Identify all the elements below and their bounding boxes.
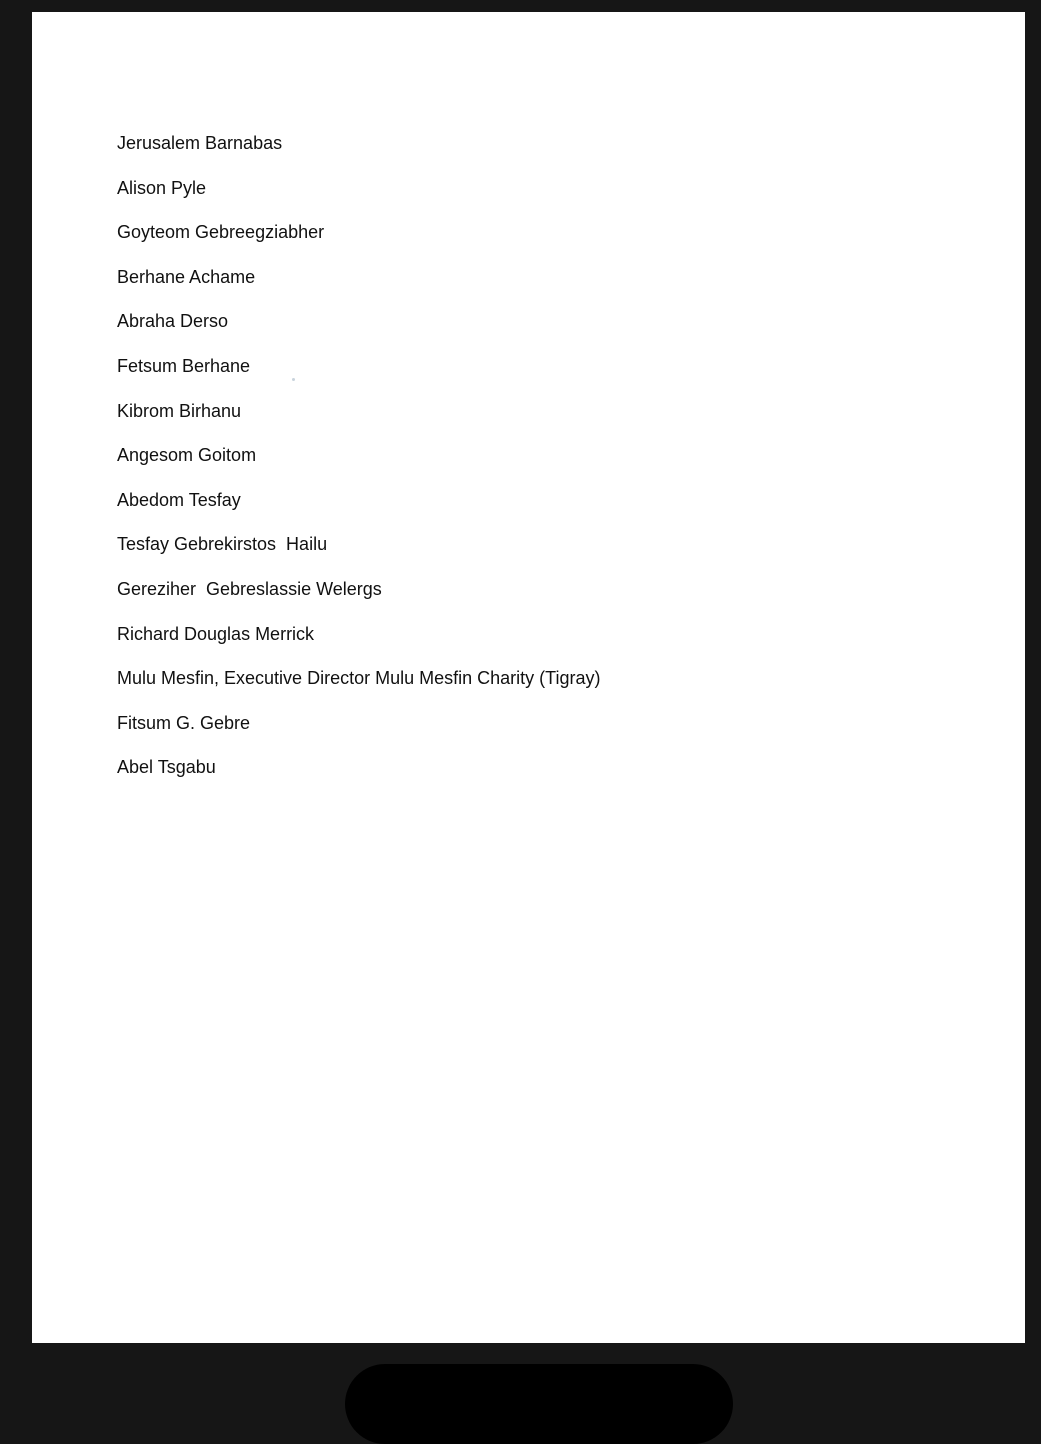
name-line: Gereziher Gebreslassie Welergs [117, 578, 382, 599]
name-line: Alison Pyle [117, 177, 207, 198]
name-line: Berhane Achame [117, 266, 256, 287]
name-line: Fitsum G. Gebre [117, 712, 251, 733]
document-page [32, 12, 1025, 1343]
scan-artifact [292, 378, 295, 381]
name-line: Mulu Mesfin, Executive Director Mulu Mesfin Charity (Tigray) [117, 668, 601, 689]
name-line: Abedom Tesfay [117, 489, 241, 510]
name-line: Richard Douglas Merrick [117, 623, 315, 644]
name-line: Kibrom Birhanu [117, 400, 242, 421]
bottom-handle[interactable] [345, 1364, 733, 1444]
name-line: Goyteom Gebreegziabher [117, 222, 325, 243]
name-line: Jerusalem Barnabas [117, 133, 283, 153]
name-line: Abel Tsgabu [117, 757, 216, 778]
name-line: Tesfay Gebrekirstos Hailu [117, 534, 328, 555]
name-line: Abraha Derso [117, 311, 229, 332]
name-line: Angesom Goitom [117, 445, 257, 466]
name-list [117, 131, 600, 800]
name-line: Fetsum Berhane [117, 355, 251, 376]
